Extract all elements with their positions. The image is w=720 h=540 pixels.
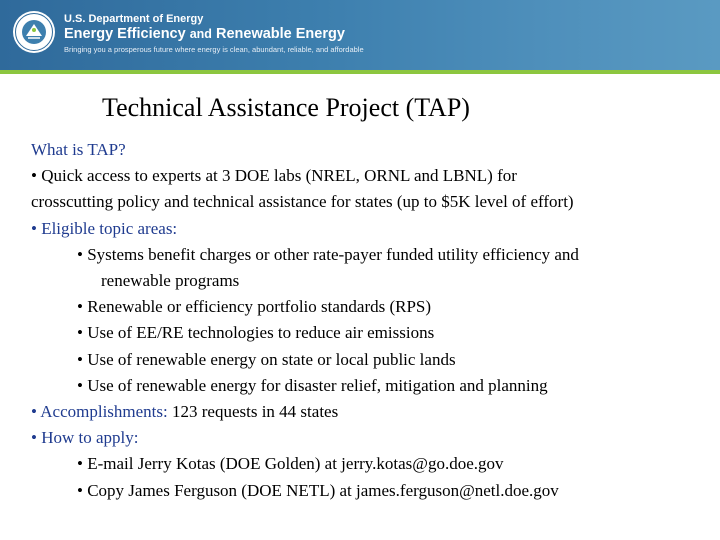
topic-item-5: • Use of renewable energy for disaster relief, mitigation and planning <box>77 375 548 395</box>
office-name-rest: Renewable Energy <box>215 26 345 42</box>
topic-item-4: • Use of renewable energy on state or local public lands <box>77 349 456 369</box>
slide-title: Technical Assistance Project (TAP) <box>102 93 470 122</box>
quick-access-line-2: crosscutting policy and technical assistance for states (up to $5K level of effort) <box>31 192 574 212</box>
accent-stripe <box>0 70 720 74</box>
topic-item-1-cont: renewable programs <box>101 271 240 291</box>
apply-item-1: • E-mail Jerry Kotas (DOE Golden) at jerry.kotas@go.doe.gov <box>77 454 504 474</box>
office-name-and: and <box>189 27 212 41</box>
quick-access-line-1: • Quick access to experts at 3 DOE labs (NREL, ORNL and LBNL) for <box>31 166 517 186</box>
doe-seal-icon <box>12 10 56 54</box>
slide-body <box>31 137 711 504</box>
what-is-heading: What is TAP? <box>31 140 126 159</box>
topic-item-3: • Use of EE/RE technologies to reduce air emissions <box>77 323 435 343</box>
how-to-apply-heading: • How to apply: <box>31 428 139 448</box>
header-banner <box>0 0 720 70</box>
eligible-heading: • Eligible topic areas: <box>31 218 178 238</box>
office-name-main: Energy Efficiency <box>64 26 186 42</box>
accomplishments-line <box>31 399 711 425</box>
accomplishments-value: 123 requests in 44 states <box>172 402 339 422</box>
office-name <box>64 26 345 42</box>
org-name: U.S. Department of Energy <box>64 13 204 25</box>
tagline: Bringing you a prosperous future where energy is clean, abundant, reliable, and affordable <box>64 45 364 54</box>
topic-item-2: • Renewable or efficiency portfolio standards (RPS) <box>77 297 432 317</box>
apply-item-2: • Copy James Ferguson (DOE NETL) at james.ferguson@netl.doe.gov <box>77 480 559 500</box>
accomplishments-label: • Accomplishments: <box>31 402 168 422</box>
topic-item-1: • Systems benefit charges or other rate-payer funded utility efficiency and <box>77 244 579 264</box>
